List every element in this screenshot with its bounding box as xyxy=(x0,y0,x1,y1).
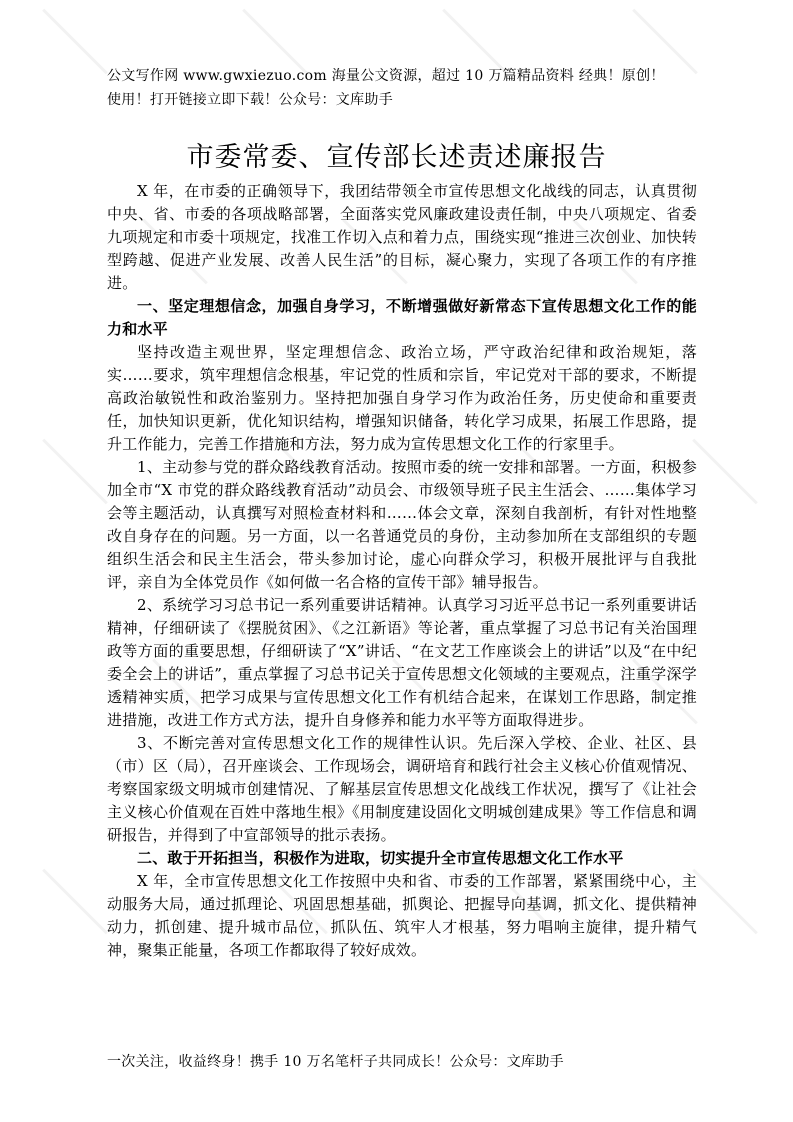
section-heading-2: 二、敢于开拓担当，积极作为进取，切实提升全市宣传思想文化工作水平 xyxy=(137,849,624,867)
paragraph: 2、系统学习习总书记一系列重要讲话精神。认真学习习近平总书记一系列重要讲话精神，仔细研读了《摆脱贫困》、《之江新语》等论著，重点掌握了习总书记有关治国理政等方面的重要思想，仔细研读了“X”讲话、“在文艺工作座谈会上的讲话”以及“在中纪委全会上的讲话”，重点掌握了习总书记关于宣传思想文化领域的主要观点，注重学深学透精神实质，把学习成果与宣传思想文化工作有机结合起来，在谋划工作思路，制定推进措施，改进工作方式方法，提升自身修养和能力水平等方面取得进步。 xyxy=(107,596,697,729)
header-line-1: 公文写作网 www.gwxiezuo.com 海量公文资源，超过 10 万篇精品资料 经典！原创！ xyxy=(107,68,665,84)
watermark-mark xyxy=(42,439,108,505)
header-notice xyxy=(107,64,697,112)
header-line-2: 使用！打开链接立即下载！公众号：文库助手 xyxy=(107,92,393,108)
document-title: 市委常委、宣传部长述责述廉报告 xyxy=(186,142,607,173)
section-heading-1: 一、坚定理想信念，加强自身学习，不断增强做好新常态下宣传思想文化工作的能力和水平 xyxy=(107,297,697,338)
paragraph: X 年，全市宣传思想文化工作按照中央和省、市委的工作部署，紧紧围绕中心，主动服务大局，通过抓理论、巩固思想基础，抓舆论、把握导向基调，抓文化、提供精神动力，抓创建、提升城市品位，抓队伍、筑牢人才根基，努力唱响主旋律，提升精气神，聚集正能量，各项工作都取得了较好成效。 xyxy=(107,872,697,959)
paragraph: 坚持改造主观世界，坚定理想信念、政治立场，严守政治纪律和政治规矩，落实……要求，筑牢理想信念根基，牢记党的性质和宗旨，牢记党对干部的要求，不断提高政治敏锐性和政治鉴别力。坚持把加强自身学习作为政治任务，历史使命和重要责任，加快知识更新，优化知识结构，增强知识储备，转化学习成果，拓展工作思路，提升工作能力，完善工作措施和方法，努力成为宣传思想文化工作的行家里手。 xyxy=(107,343,697,453)
watermark-mark xyxy=(692,869,758,935)
footer-notice: 一次关注，收益终身！携手 10 万名笔杆子共同成长！公众号：文库助手 xyxy=(107,1054,564,1070)
watermark-mark xyxy=(692,439,758,505)
watermark-mark xyxy=(42,9,108,75)
paragraph: 3、不断完善对宣传思想文化工作的规律性认识。先后深入学校、企业、社区、县（市）区（局），召开座谈会、工作现场会，调研培育和践行社会主义核心价值观情况、考察国家级文明城市创建情况、了解基层宣传思想文化战线工作状况，撰写了《让社会主义核心价值观在百姓中落地生根》《用制度建设固化文明城创建成果》等工作信息和调研报告，并得到了中宣部领导的批示表扬。 xyxy=(107,734,697,844)
watermark-mark xyxy=(42,869,108,935)
paragraph-intro: X 年，在市委的正确领导下，我团结带领全市宣传思想文化战线的同志，认真贯彻中央、省、市委的各项战略部署，全面落实党风廉政建设责任制，中央八项规定、省委九项规定和市委十项规定，找准工作切入点和着力点，围绕实现“推进三次创业、加快转型跨越、促进产业发展、改善人民生活”的目标，凝心聚力，实现了各项工作的有序推进。 xyxy=(107,182,697,292)
document-body xyxy=(107,180,697,962)
paragraph: 1、主动参与党的群众路线教育活动。按照市委的统一安排和部署。一方面，积极参加全市“X 市党的群众路线教育活动”动员会、市级领导班子民主生活会、……集体学习会等主题活动，认真撰写对照检查材料和……体会文章，深刻自我剖析，有针对性地整改自身存在的问题。另一方面，以一名普通党员的身份，主动参加所在支部组织的专题组织生活会和民主生活会，带头参加讨论，虚心向群众学习，积极开展批评与自我批评，亲自为全体党员作《如何做一名合格的宣传干部》辅导报告。 xyxy=(107,458,697,591)
